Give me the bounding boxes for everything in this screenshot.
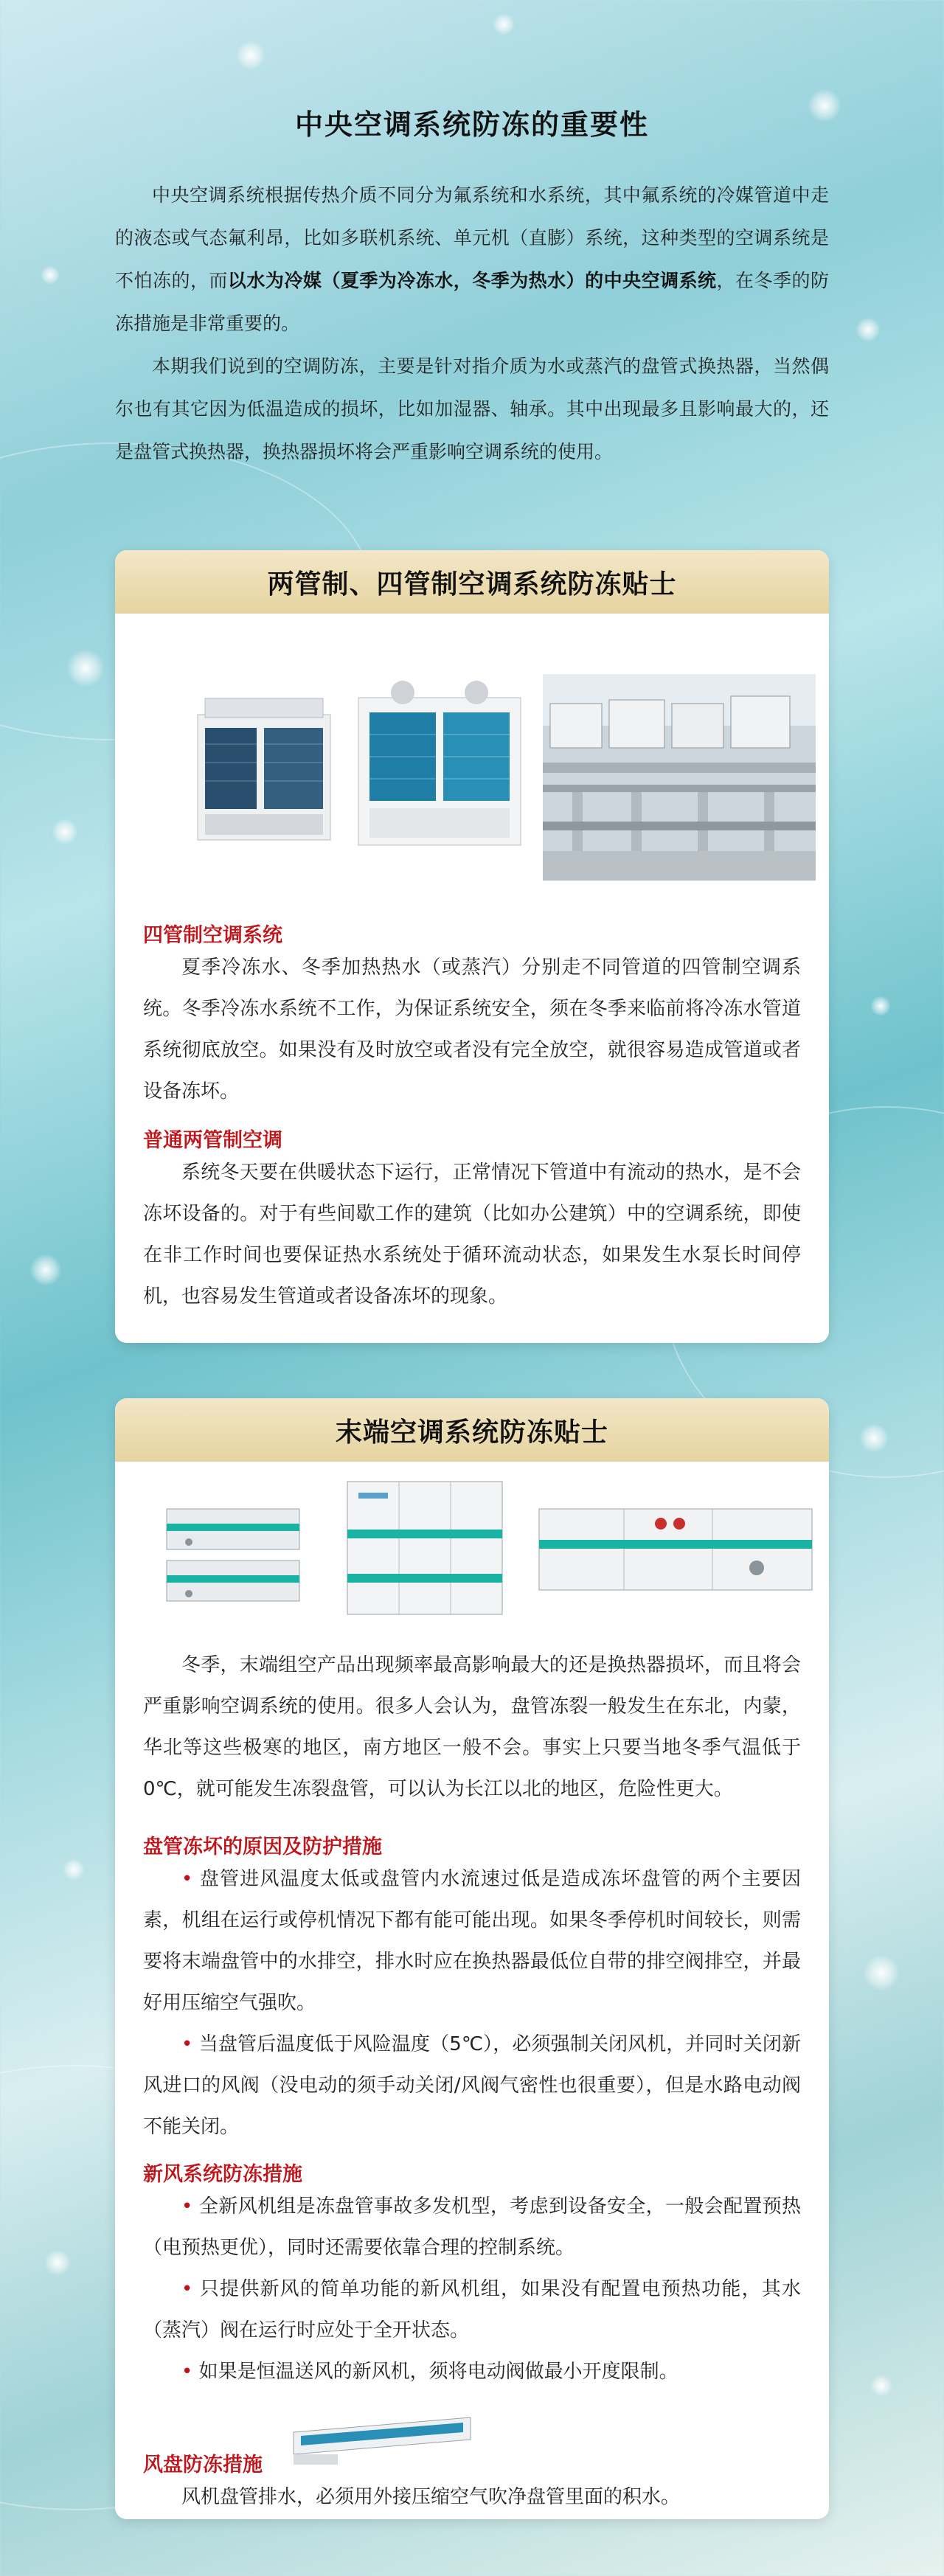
- bullet-item: • 只提供新风的简单功能的新风机组，如果没有配置电预热功能，其水（蒸汽）阀在运行时应处于全开状态。: [143, 2278, 801, 2341]
- bullet-item: • 全新风机组是冻盘管事故多发机型，考虑到设备安全，一般会配置预热（电预热更优），同时还需要依靠合理的控制系统。: [143, 2195, 801, 2259]
- section-text-four-pipe: 夏季冷冻水、冬季加热热水（或蒸汽）分别走不同管道的四管制空调系统。冬季冷冻水系统不工作，为保证系统安全，须在冬季来临前将冷冻水管道系统彻底放空。如果没有及时放空或者没有完全放空，就很容易造成管道或者设备冻坏。: [143, 957, 801, 1103]
- chiller-unit-image-1: [183, 692, 345, 849]
- section-title-two-pipe: 普通两管制空调: [143, 1129, 282, 1152]
- bullet-icon: •: [181, 1868, 193, 1890]
- intro-paragraph-1: 中央空调系统根据传热介质不同分为氟系统和水系统，其中氟系统的冷媒管道中走的液态或气态氟利昂，比如多联机系统、单元机（直膨）系统，这种类型的空调系统是不怕冻的，而以水为冷媒（夏季为冷冻水，冬季为热水）的中央空调系统，在冬季的防冻措施是非常重要的。: [115, 184, 829, 334]
- bullet-item: • 盘管进风温度太低或盘管内水流速过低是造成冻坏盘管的两个主要因素，机组在运行或停机情况下都有能可能出现。如果冬季停机时间较长，则需要将末端盘管中的水排空，排水时应在换热器最低位自带的排空阀排空，并最好用压缩空气强吹。: [143, 1868, 801, 2014]
- coil-freeze-bullets: [143, 1858, 801, 2148]
- card-header: 末端空调系统防冻贴士: [115, 1398, 829, 1462]
- page-title: 中央空调系统防冻的重要性: [294, 108, 649, 141]
- air-handling-unit-image-3: [535, 1494, 816, 1605]
- rooftop-chillers-photo: [543, 674, 816, 881]
- intro-paragraph-2: 本期我们说到的空调防冻，主要是针对指介质为水或蒸汽的盘管式换热器，当然偶尔也有其它因为低温造成的损坏，比如加湿器、轴承。其中出现最多且影响最大的，还是盘管式换热器，换热器损坏将会严重影响空调系统的使用。: [115, 355, 829, 462]
- section-text-two-pipe: 系统冬天要在供暖状态下运行，正常情况下管道中有流动的热水，是不会冻坏设备的。对于有些间歇工作的建筑（比如办公建筑）中的空调系统，即使在非工作时间也要保证热水系统处于循环流动状态，如果发生水泵长时间停机，也容易发生管道或者设备冻坏的现象。: [143, 1162, 801, 1308]
- tips-card-terminal-systems: [115, 1398, 829, 2519]
- chiller-unit-image-2: [351, 679, 528, 849]
- bullet-icon: •: [181, 2033, 193, 2055]
- bullet-icon: •: [181, 2195, 193, 2218]
- air-handling-unit-image-2: [344, 1478, 506, 1618]
- terminal-intro-text: 冬季，末端组空产品出现频率最高影响最大的还是换热器损坏，而且将会严重影响空调系统的使用。很多人会认为，盘管冻裂一般发生在东北，内蒙，华北等这些极寒的地区，南方地区一般不会。事实上只要当地冬季气温低于0℃，就可能发生冻裂盘管，可以认为长江以北的地区，危险性更大。: [143, 1654, 801, 1800]
- fan-coil-text: 风机盘管排水，必须用外接压缩空气吹净盘管里面的积水。: [181, 2486, 681, 2508]
- intro-text: [115, 174, 829, 473]
- bullet-icon: •: [181, 2278, 193, 2300]
- fresh-air-bullets: [143, 2186, 801, 2392]
- fan-coil-unit-image: [286, 2410, 478, 2469]
- bullet-item: • 当盘管后温度低于风险温度（5℃），必须强制关闭风机，并同时关闭新风进口的风阀（没电动的须手动关闭/风阀气密性也很重要），但是水路电动阀不能关闭。: [143, 2033, 802, 2138]
- section-title-four-pipe: 四管制空调系统: [143, 924, 282, 947]
- section-title-fresh-air: 新风系统防冻措施: [143, 2163, 302, 2186]
- tips-card-pipe-systems: [115, 550, 829, 1343]
- section-title-coil-freeze: 盘管冻坏的原因及防护措施: [143, 1836, 382, 1858]
- section-title-fan-coil: 风盘防冻措施: [143, 2454, 263, 2476]
- intro-emphasis: 以水为冷媒（夏季为冷冻水，冬季为热水）的中央空调系统: [227, 270, 717, 291]
- card-header: 两管制、四管制空调系统防冻贴士: [115, 550, 829, 614]
- bullet-item: • 如果是恒温送风的新风机，须将电动阀做最小开度限制。: [181, 2361, 678, 2383]
- bullet-icon: •: [181, 2361, 193, 2383]
- air-handling-unit-image-1: [159, 1501, 307, 1612]
